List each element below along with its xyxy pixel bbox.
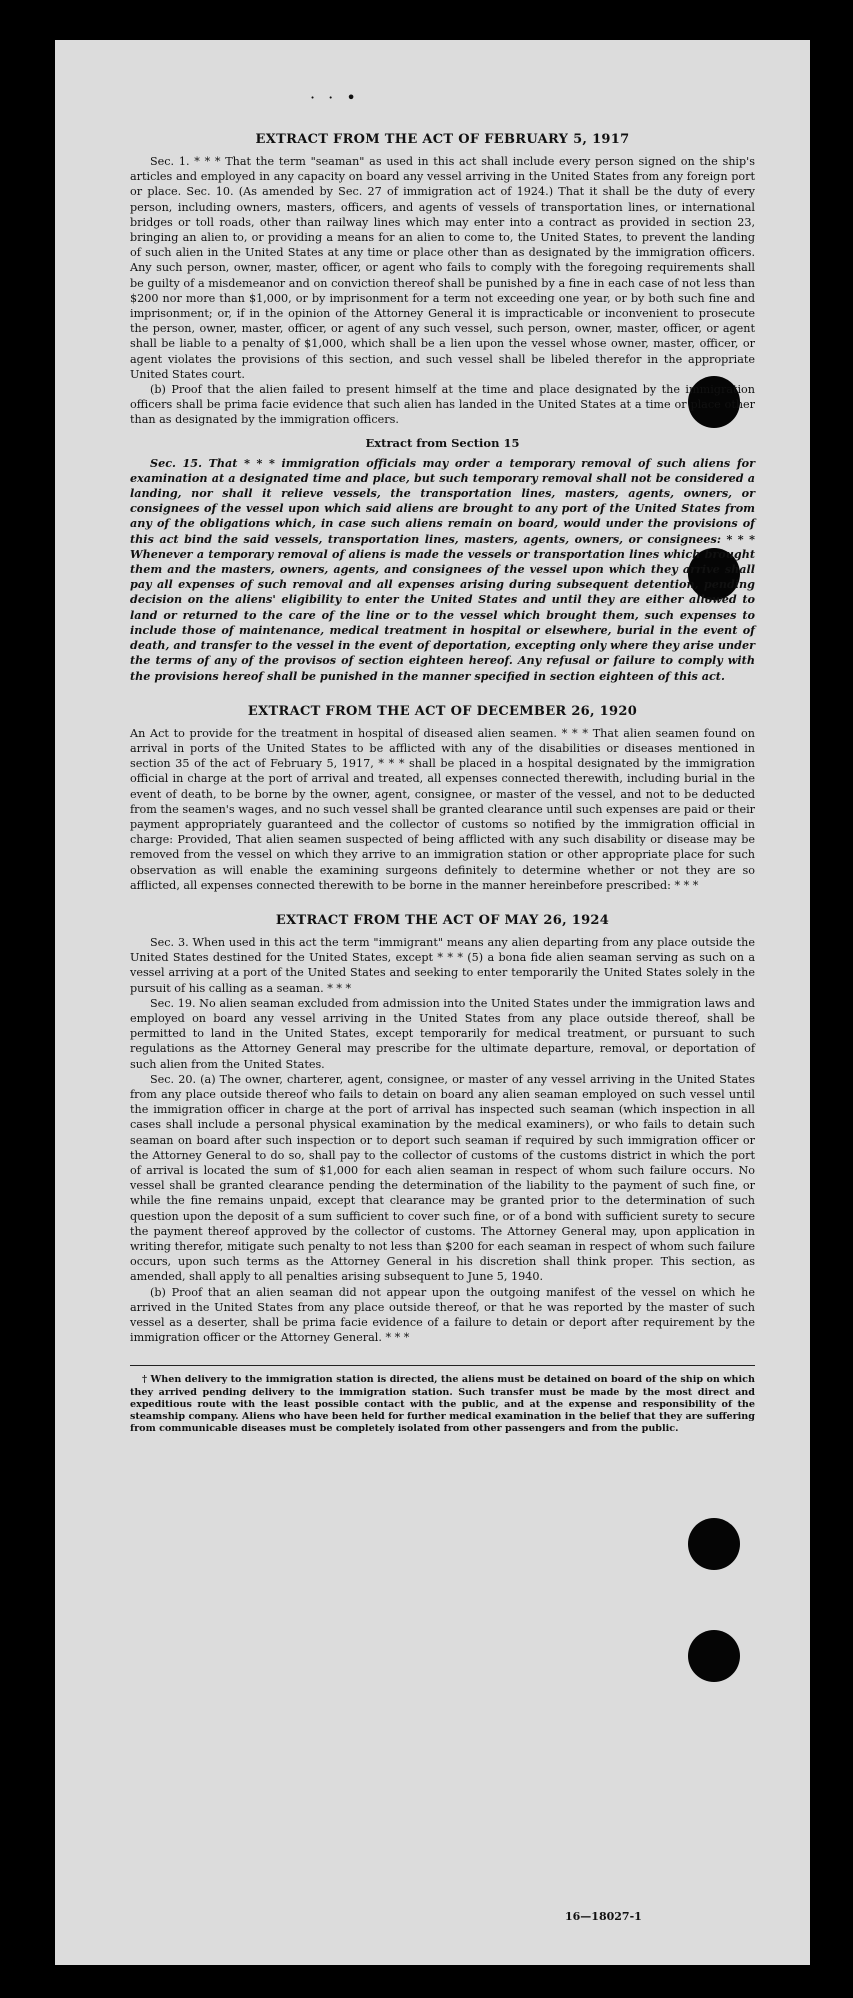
section-act-1924 bbox=[130, 913, 755, 1345]
paragraph-sec-20a: Sec. 20. (a) The owner, charterer, agent, consignee, or master of any vessel arriving in the United States from any place outside thereof who fails to detain on board any alien seaman employed on such vessel until the immigration officer in charge at the port of arrival has inspected such seaman (which inspection in all cases shall include a personal physical examination by the medical examiners), or who fails to detain such seaman on board after such inspection or to deport such seaman if required by such immigration officer or the Attorney General to do so, shall pay to the collector of customs of the customs district in which the port of arrival is located the sum of $1,000 for each alien seaman in respect of whom such failure occurs. No vessel shall be granted clearance pending the determination of the liability to the payment of such fine, or while the fine remains unpaid, except that clearance may be granted prior to the determination of such question upon the deposit of a sum sufficient to cover such fine, or of a bond with sufficient surety to secure the payment thereof approved by the collector of customs. The Attorney General may, upon application in writing therefor, mitigate such penalty to not less than $200 for each seaman in respect of whom such failure occurs, upon such terms as the Attorney General in his discretion shall think proper. This section, as amended, shall apply to all penalties arising subsequent to June 5, 1940. bbox=[130, 1072, 755, 1284]
paragraph-sec-15: Sec. 15. That * * * immigration officials may order a temporary removal of such aliens for examination at a designated time and place, but such temporary removal shall not be considered a landing, nor shall it relieve vessels, the transportation lines, masters, agents, owners, or consignees of the vessel upon which said aliens are brought to any port of the United States from any of the obligations which, in case such aliens remain on board, would under the provisions of this act bind the said vessels, transportation lines, masters, agents, owners, or consignees: * * * Whenever a temporary removal of aliens is made the vessels or transportation lines which brought them and the masters, owners, agents, and consignees of the vessel upon which they arrive shall pay all expenses of such removal and all expenses arising during subsequent detention, pending decision on the aliens' eligibility to enter the United States and until they are either allowed to land or returned to the care of the line or to the vessel which brought them, such expenses to include those of maintenance, medical treatment in hospital or elsewhere, burial in the event of death, and transfer to the vessel in the event of deportation, excepting only where they arise under the terms of any of the provisos of section eighteen hereof. Any refusal or failure to comply with the provisions hereof shall be punished in the manner specified in section eighteen of this act. bbox=[130, 455, 755, 683]
footnote-divider bbox=[130, 1365, 755, 1366]
paragraph-sec-3: Sec. 3. When used in this act the term "immigrant" means any alien departing from any place outside the United States destined for the United States, except * * * (5) a bona fide alien seaman serving as such on a vessel arriving at a port of the United States and seeking to enter temporarily the United States solely in the pursuit of his calling as a seaman. * * * bbox=[130, 935, 755, 995]
document-body bbox=[130, 132, 755, 1435]
heading-section-15: Extract from Section 15 bbox=[365, 435, 520, 450]
heading-act-1924: EXTRACT FROM THE ACT OF MAY 26, 1924 bbox=[275, 912, 610, 928]
footnote: † When delivery to the immigration station is directed, the aliens must be detained on board of the ship on which they arrived pending delivery to the immigration station. Such transfer must be made by the most direct and expeditious route with the least possible contact with the public, and at the expense and responsibility of the steamship company. Aliens who have been held for further medical examination in the belief that they are suffering from communicable diseases must be completely isolated from other passengers and from the public. bbox=[130, 1374, 755, 1435]
punch-hole bbox=[688, 1518, 740, 1570]
top-marks: · · • bbox=[310, 88, 360, 107]
heading-act-1917: EXTRACT FROM THE ACT OF FEBRUARY 5, 1917 bbox=[255, 132, 630, 147]
paragraph-sec-19: Sec. 19. No alien seaman excluded from admission into the United States under the immigration laws and employed on board any vessel arriving in the United States from any place outside thereof, shall be permitted to land in the United States, except temporarily for medical treatment, or pursuant to such regulations as the Attorney General may prescribe for the ultimate departure, removal, or deportation of such alien from the United States. bbox=[130, 996, 755, 1071]
document-page bbox=[55, 40, 810, 1965]
paragraph-sec-1-and-10: Sec. 1. * * * That the term "seaman" as used in this act shall include every person signed on the ship's articles and employed in any capacity on board any vessel arriving in the United States from any foreign port or place. Sec. 10. (As amended by Sec. 27 of immigration act of 1924.) That it shall be the duty of every person, including owners, masters, officers, and agents of vessels of transportation lines, or international bridges or toll roads, other than railway lines which may enter into a contract as provided in section 23, bringing an alien to, or providing a means for an alien to come to, the United States, to prevent the landing of such alien in the United States at any time or place other than as designated by the immigration officers. Any such person, owner, master, officer, or agent who fails to comply with the foregoing requirements shall be guilty of a misdemeanor and on conviction thereof shall be punished by a fine in each case of not less than $200 nor more than $1,000, or by imprisonment for a term not exceeding one year, or by both such fine and imprisonment; or, if in the opinion of the Attorney General it is impracticable or inconvenient to prosecute the person, owner, master, officer, or agent of any such vessel, such person, owner, master, officer, or agent shall be liable to a penalty of $1,000, which shall be a lien upon the vessel whose owner, master, officer, or agent violates the provisions of this section, and such vessel shall be libeled therefor in the appropriate United States court. bbox=[130, 155, 755, 381]
form-number: 16—18027-1 bbox=[565, 1910, 642, 1923]
paragraph-sec-20b: (b) Proof that an alien seaman did not appear upon the outgoing manifest of the vessel on which he arrived in the United States from any place outside thereof, or that he was reported by the master of such vessel as a deserter, shall be prima facie evidence of a failure to detain or deport after requirement by the immigration officer or the Attorney General. * * * bbox=[130, 1285, 755, 1345]
paragraph-act-1920: An Act to provide for the treatment in hospital of diseased alien seamen. * * * That alien seamen found on arrival in ports of the United States to be afflicted with any of the disabilities or diseases mentioned in section 35 of the act of February 5, 1917, * * * shall be placed in a hospital designated by the immigration official in charge at the port of arrival and treated, all expenses connected therewith, including burial in the event of death, to be borne by the owner, agent, consignee, or master of the vessel, and not to be deducted from the seamen's wages, and no such vessel shall be granted clearance until such expenses are paid or their payment appropriately guaranteed and the collector of customs so notified by the immigration official in charge: Provided, That alien seamen suspected of being afflicted with any such disability or disease may be removed from the vessel on which they arrive to an immigration station or other appropriate place for such observation as will enable the examining surgeons definitely to determine whether or not they are so afflicted, all expenses connected therewith to be borne in the manner hereinbefore prescribed: * * * bbox=[130, 726, 755, 892]
heading-act-1920: EXTRACT FROM THE ACT OF DECEMBER 26, 1920 bbox=[247, 703, 638, 719]
paragraph-proof-b: (b) Proof that the alien failed to present himself at the time and place designated by the immigration officers shall be prima facie evidence that such alien has landed in the United States at a time or place other than as designated by the immigration officers. bbox=[130, 383, 755, 427]
punch-hole bbox=[688, 1630, 740, 1682]
section-act-1917 bbox=[130, 132, 755, 684]
section-act-1920 bbox=[130, 704, 755, 893]
